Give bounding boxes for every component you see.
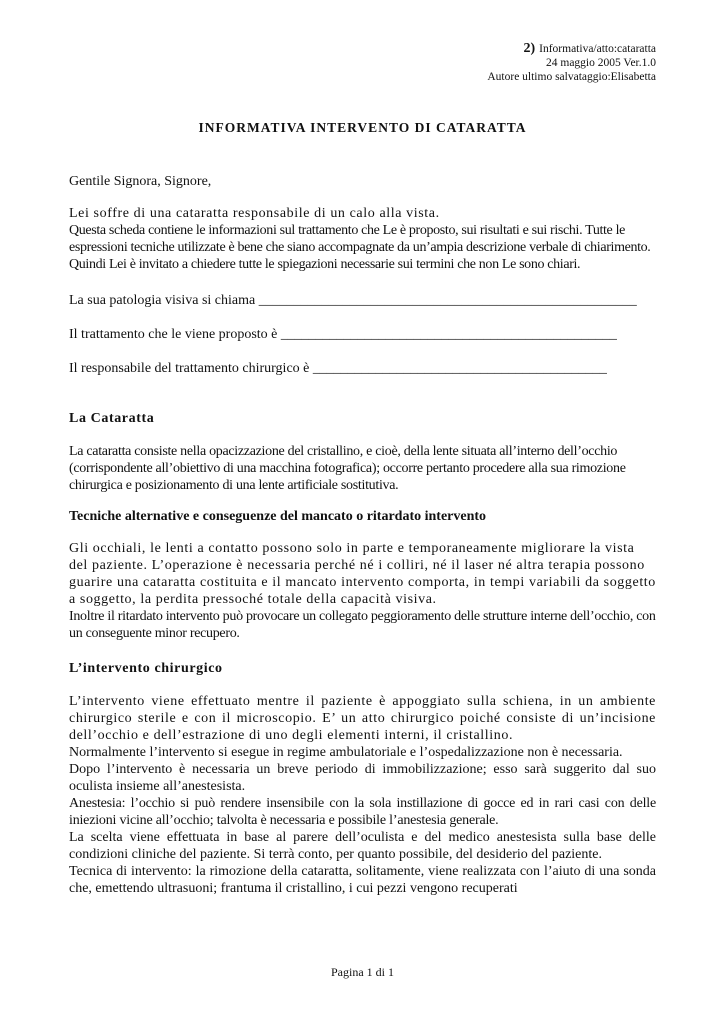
pathology-field: La sua patologia visiva si chiama ______________________________________________________ [69,293,637,308]
doc-reference: Informativa/atto:cataratta [539,43,656,55]
surgery-p1: Normalmente l’intervento si esegue in regime ambulatoriale e l’ospedalizzazione non è necessaria. [69,745,623,760]
last-saved: Autore ultimo salvataggio:Elisabetta [487,71,656,83]
intro-text: Questa scheda contiene le informazioni sul trattamento che Le è proposto, sui risultati e sui rischi. Tutte le espressioni tecniche utilizzate è bene che siano accompagnate da un’ampia descrizione verbale di chiarimento. Quindi Lei è invitato a chiedere tutte le spiegazioni necessarie sui termini che non Le sono chiari. [69,223,651,272]
surgery-text-wide: L’intervento viene effettuato mentre il paziente è appoggiato sulla schiena, in un ambiente chirurgico sterile e con il microscopio. E’ un atto chirurgico poiché consiste di un’incisione dell’occhio e dell’estrazione di uno degli elementi interni, il cristallino. [69,694,656,743]
date-version: 24 maggio 2005 Ver.1.0 [546,57,656,69]
treatment-field: Il trattamento che le viene proposto è ________________________________________________ [69,327,617,342]
page-header [487,42,656,84]
document-title: INFORMATIVA INTERVENTO DI CATARATTA [198,120,527,135]
surgery-p5: Tecnica di intervento: la rimozione della cataratta, solitamente, viene realizzata con l’aiuto di una sonda che, emettendo ultrasuoni; frantuma il cristallino, i cui pezzi vengono recuperati [69,864,656,896]
alternatives-text-wide: Gli occhiali, le lenti a contatto possono solo in parte e temporaneamente migliorare la vista del paziente. L’operazione è necessaria perché né i colliri, né il laser né altra terapia possono guarire una cataratta costituita e il mancato intervento comporta, in tempi variabili da soggetto a soggetto, la perdita pressoché totale della capacità visiva. [69,541,656,607]
document-body [69,120,656,897]
cataract-heading: La Cataratta [69,411,155,426]
alternatives-heading: Tecniche alternative e conseguenze del mancato o ritardato intervento [69,509,487,524]
page-number: 2) [523,41,536,56]
surgery-p4: La scelta viene effettuata in base al parere dell’oculista e del medico anestesista sulla base delle condizioni cliniche del paziente. Si terrà conto, per quanto possibile, del desiderio del paziente. [69,830,656,862]
page-footer: Pagina 1 di 1 [331,965,394,979]
cataract-text: La cataratta consiste nella opacizzazione del cristallino, e cioè, della lente situata all’interno dell’occhio (corrispondente all’obiettivo di una macchina fotografica); occorre pertanto procedere alla sua rimozione chirurgica e posizionamento di una lente artificiale sostitutiva. [69,444,626,493]
intro-line: Lei soffre di una cataratta responsabile di un calo alla vista. [69,206,440,221]
surgery-heading: L’intervento chirurgico [69,661,223,676]
surgery-p2: Dopo l’intervento è necessaria un breve periodo di immobilizzazione; esso sarà suggerito dal suo oculista insieme all’anestesista. [69,762,656,794]
alternatives-text: Inoltre il ritardato intervento può provocare un collegato peggioramento delle strutture interne dell’occhio, con un conseguente minor recupero. [69,609,656,641]
responsible-field: Il responsabile del trattamento chirurgico è __________________________________________ [69,361,607,376]
surgery-p3: Anestesia: l’occhio si può rendere insensibile con la sola instillazione di gocce ed in rari casi con delle iniezioni vicine all’occhio; talvolta è necessaria e possibile l’anestesia generale. [69,796,656,828]
greeting: Gentile Signora, Signore, [69,174,212,189]
